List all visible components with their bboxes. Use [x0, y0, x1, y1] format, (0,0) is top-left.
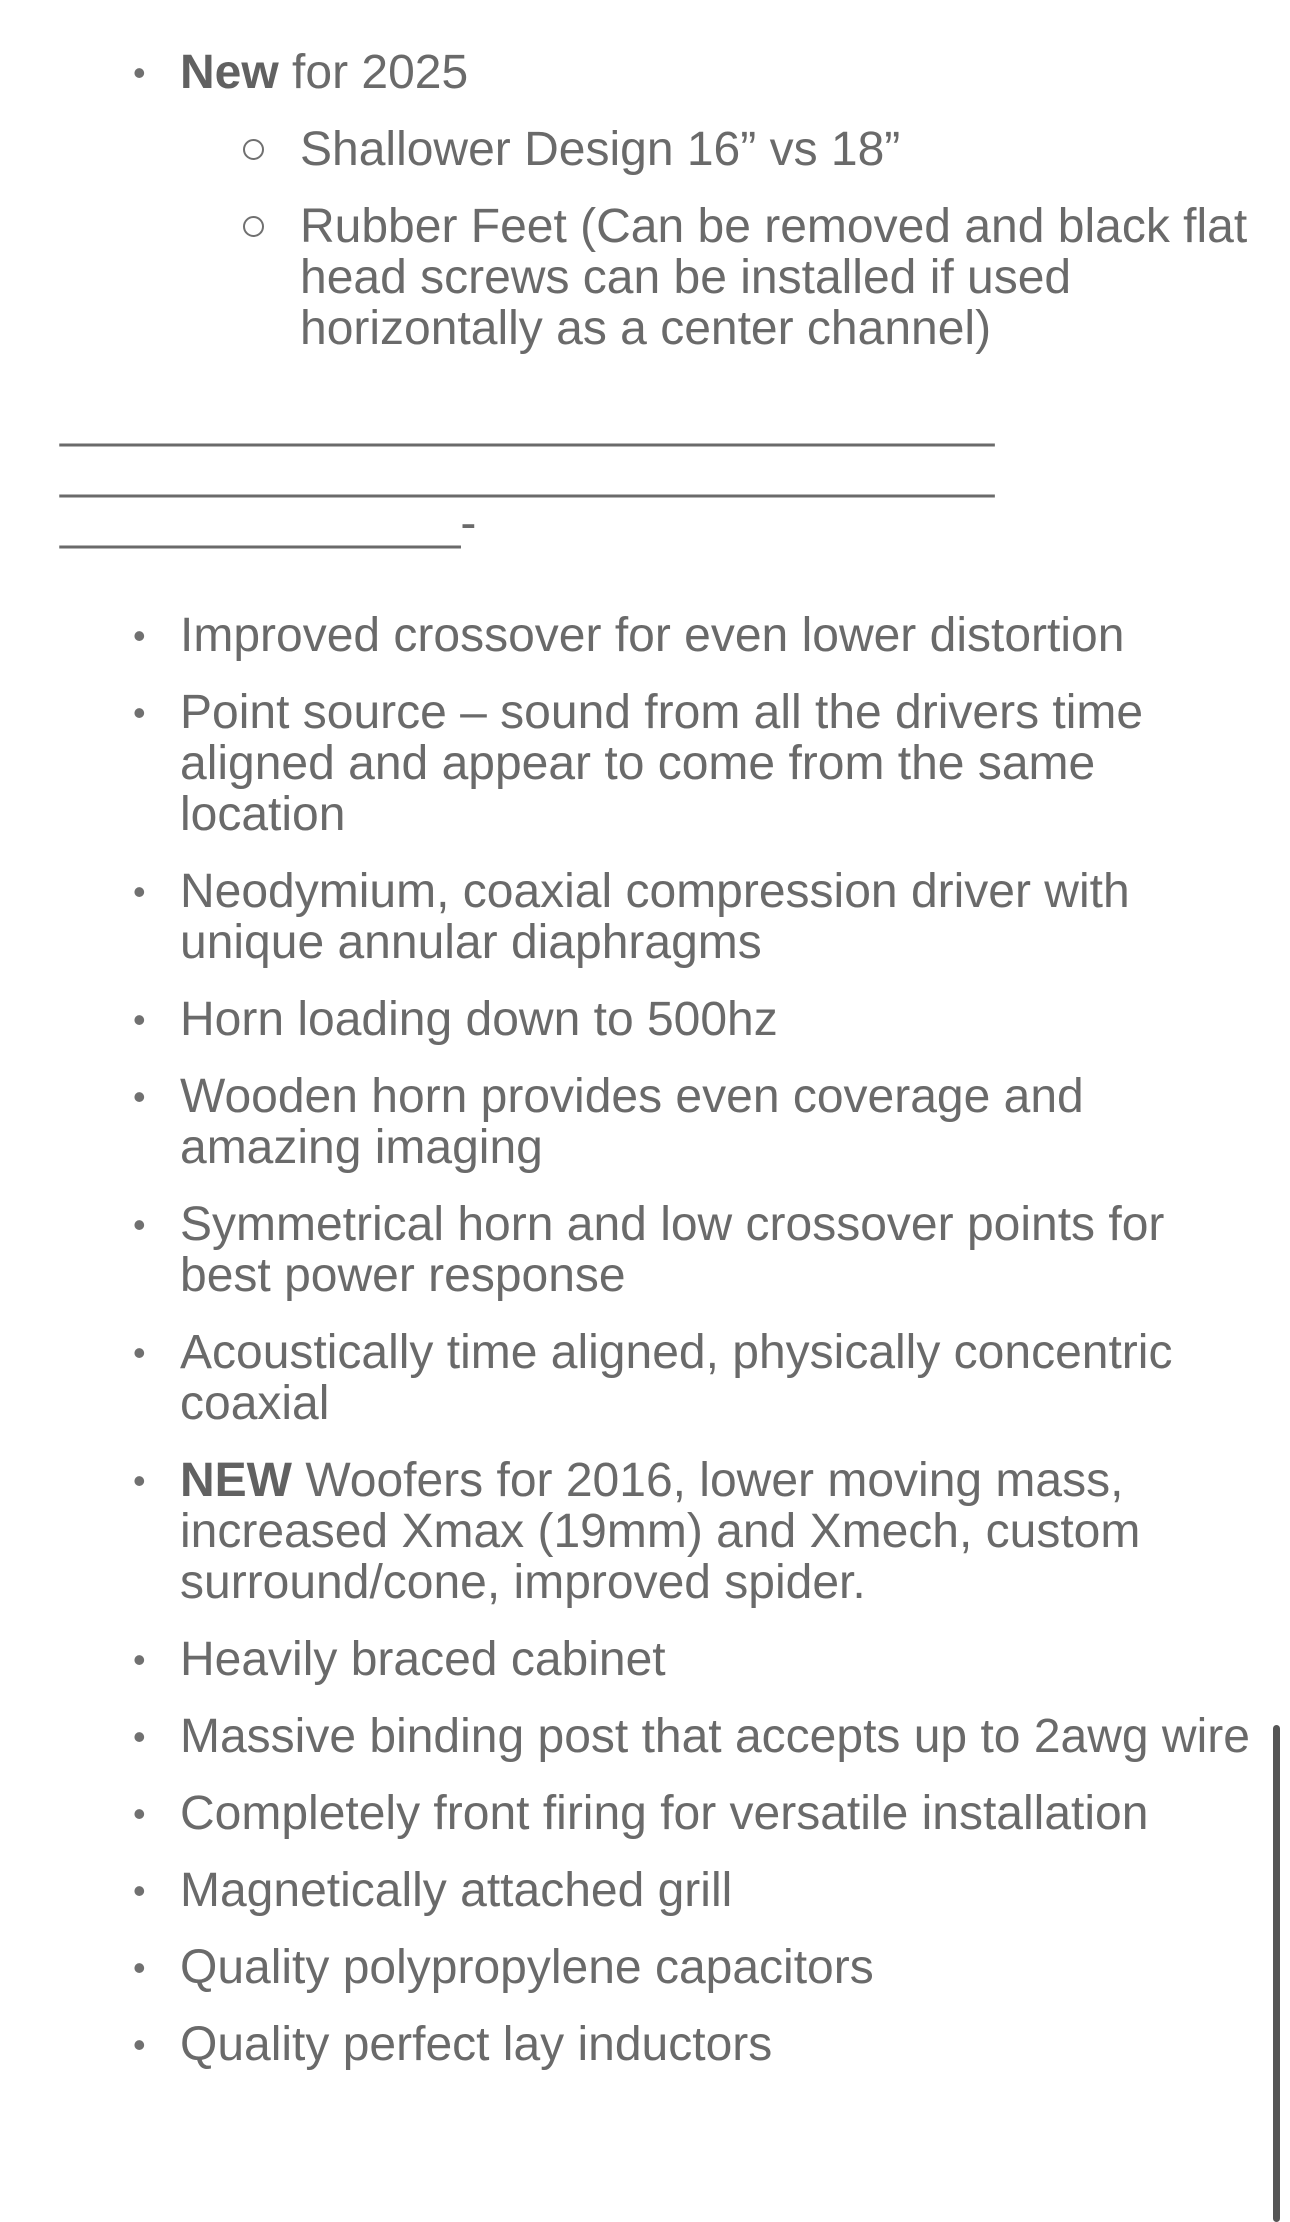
divider-line-1: ___________________________________ — [60, 395, 995, 448]
bullet-icon: • — [133, 692, 146, 733]
list-item-text: Neodymium, coaxial compression driver with unique annular diaphragms — [180, 865, 1130, 969]
list-item-text: Massive binding post that accepts up to 2awg wire — [180, 1710, 1250, 1763]
list-item-text: Woofers for 2016, lower moving mass, increased Xmax (19mm) and Xmech, custom surround/cone, improved spider. — [180, 1454, 1141, 1609]
bullet-icon: • — [133, 1332, 146, 1373]
features-bullet-list — [0, 610, 1250, 2096]
list-item — [0, 2019, 1250, 2070]
divider-line-2: ___________________________________ — [60, 446, 995, 499]
bullet-icon: • — [133, 999, 146, 1040]
bullet-icon: • — [133, 1870, 146, 1911]
bullet-icon: • — [133, 615, 146, 656]
list-item — [0, 994, 1250, 1045]
list-item-text: Horn loading down to 500hz — [180, 993, 778, 1046]
hollow-bullet-icon — [243, 216, 264, 237]
list-item-text: Heavily braced cabinet — [180, 1633, 666, 1686]
new-badge-text: New — [180, 46, 279, 99]
list-item — [0, 1865, 1250, 1916]
list-item-text: Completely front firing for versatile installation — [180, 1787, 1149, 1840]
list-item-text: Symmetrical horn and low crossover points for best power response — [180, 1198, 1165, 1302]
bullet-icon: • — [133, 1947, 146, 1988]
list-item — [0, 610, 1250, 661]
sub-list-item-text: Rubber Feet (Can be removed and black flat head screws can be installed if used horizontally as a center channel) — [300, 200, 1248, 355]
list-item — [0, 1071, 1250, 1173]
list-item — [0, 1711, 1250, 1762]
list-item — [0, 1327, 1250, 1429]
list-item-new-for-2025 — [0, 47, 1250, 354]
list-item — [0, 1634, 1250, 1685]
list-item — [0, 866, 1250, 968]
bullet-icon: • — [133, 1460, 146, 1501]
bullet-icon: • — [133, 1076, 146, 1117]
list-item-text: Quality perfect lay inductors — [180, 2018, 773, 2071]
bullet-icon: • — [133, 1716, 146, 1757]
list-item-text: Improved crossover for even lower distortion — [180, 609, 1125, 662]
list-item — [0, 1199, 1250, 1301]
bullet-icon: • — [133, 1793, 146, 1834]
list-item-text: Acoustically time aligned, physically concentric coaxial — [180, 1326, 1173, 1430]
list-item — [0, 1455, 1250, 1608]
bullet-icon: • — [133, 52, 146, 93]
intro-bullet-list — [0, 47, 1250, 380]
sub-list-item — [0, 124, 1250, 175]
hollow-bullet-icon — [243, 139, 264, 160]
sub-list-item-text: Shallower Design 16” vs 18” — [300, 123, 901, 176]
bullet-icon: • — [133, 871, 146, 912]
sub-list-item — [0, 201, 1250, 354]
bullet-icon: • — [133, 1204, 146, 1245]
list-item — [0, 687, 1250, 840]
list-item-text: Magnetically attached grill — [180, 1864, 733, 1917]
list-item — [0, 1788, 1250, 1839]
list-item — [0, 1942, 1250, 1993]
list-item-text: Quality polypropylene capacitors — [180, 1941, 874, 1994]
divider-line-3: _______________- — [60, 497, 477, 550]
vertical-scrollbar[interactable] — [1273, 1725, 1280, 2222]
list-item-text: Wooden horn provides even coverage and amazing imaging — [180, 1070, 1084, 1174]
list-item-text: for 2025 — [278, 46, 469, 99]
list-item-text: Point source – sound from all the drivers time aligned and appear to come from the same location — [180, 686, 1144, 841]
sub-bullet-list — [180, 124, 1250, 354]
new-badge-text: NEW — [180, 1454, 292, 1507]
bullet-icon: • — [133, 1639, 146, 1680]
bullet-icon: • — [133, 2024, 146, 2065]
